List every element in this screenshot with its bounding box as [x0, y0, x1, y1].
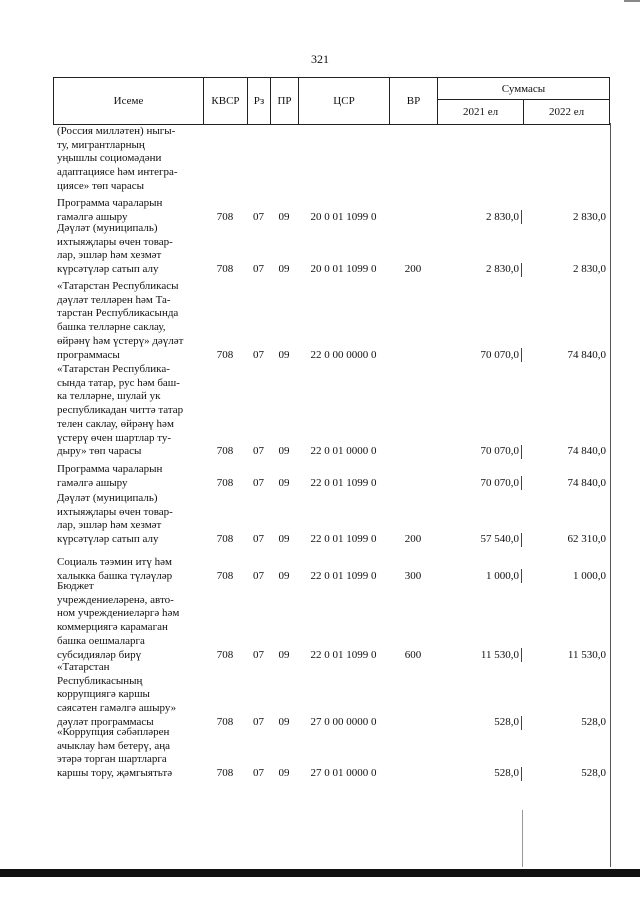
row-name-line: гамəлгə ашыру — [57, 210, 128, 223]
page-bottom-edge — [0, 869, 640, 877]
cell-csr: 22 0 01 1099 0 — [310, 648, 377, 661]
table-row — [53, 363, 610, 459]
cell-rz: 07 — [253, 569, 264, 582]
cell-vr — [389, 767, 437, 781]
cell-csr: 27 0 00 0000 0 — [310, 715, 377, 728]
budget-table — [53, 77, 610, 780]
cell-pr: 09 — [278, 445, 290, 458]
row-name-line: күрсəтүлəр сатып алу — [57, 263, 159, 276]
row-name-line: Дəүлəт (муниципаль) — [57, 222, 158, 234]
cell-csr: 22 0 01 1099 0 — [310, 476, 377, 489]
corner-mark — [624, 0, 640, 2]
cell-rz: 07 — [253, 767, 264, 780]
row-name-line: лар, эшлəр һəм хезмəт — [57, 249, 162, 262]
cell-kvsr: 708 — [216, 533, 234, 546]
row-name-line: өйрəнү һəм үстерү» дəүлəт — [57, 334, 184, 347]
row-name — [57, 125, 203, 194]
cell-sum-2022: 2 830,0 — [573, 263, 606, 276]
cell-sum-2021: 70 070,0 — [480, 445, 519, 458]
cell-sum-2021 — [437, 180, 519, 194]
row-name-line: ном учреждениелəргə һəм — [57, 607, 180, 620]
row-name — [57, 280, 203, 362]
cell-rz: 07 — [253, 445, 264, 458]
page-number: 321 — [311, 52, 329, 66]
row-name — [57, 222, 203, 277]
row-name-line: республикадан читтə татар — [57, 404, 184, 417]
header-name: Исеме — [53, 78, 203, 124]
cell-rz: 07 — [253, 715, 264, 728]
cell-sum-2021: 2 830,0 — [486, 263, 519, 276]
cell-vr — [389, 180, 437, 194]
cell-kvsr: 708 — [216, 210, 234, 223]
row-name-line: «Коррупция сəбəплəрен — [57, 726, 170, 738]
row-name-line: «Татарстан — [57, 661, 110, 673]
cell-kvsr: 708 — [216, 476, 234, 489]
table-row — [53, 580, 610, 662]
row-name-line: каршы тору, җəмгыятьтə — [57, 767, 173, 780]
cell-pr: 09 — [278, 569, 290, 582]
row-name-line: «Татарстан Республика- — [57, 363, 170, 375]
cell-sum-2021: 57 540,0 — [480, 533, 519, 546]
sum-column-tick — [521, 767, 522, 781]
header-pr: ПР — [270, 78, 298, 124]
row-name-line: адаптациясе һəм интегра- — [57, 166, 178, 179]
table-right-border — [610, 123, 611, 867]
header-csr: ЦСР — [298, 78, 389, 124]
cell-csr: 22 0 00 0000 0 — [310, 348, 377, 361]
row-name-line: циясе» төп чарасы — [57, 179, 144, 192]
cell-kvsr: 708 — [216, 767, 234, 780]
cell-sum-2022: 528,0 — [581, 715, 606, 728]
row-name-line: ту, мигрантларның — [57, 138, 145, 151]
table-row — [53, 726, 610, 781]
cell-sum-2022: 1 000,0 — [573, 569, 606, 582]
cell-sum-2021: 528,0 — [494, 715, 519, 728]
row-name — [57, 463, 203, 490]
cell-pr — [270, 180, 298, 194]
row-name-line: дыру» төп чарасы — [57, 445, 142, 458]
cell-sum-2022: 11 530,0 — [567, 648, 606, 661]
table-row — [53, 463, 610, 490]
row-name-line: сəясəтен гамəлгə ашыру» — [57, 702, 177, 715]
cell-sum-2022: 74 840,0 — [567, 445, 606, 458]
row-name-line: тарстан Республикасында — [57, 307, 179, 320]
row-name-line: телен саклау, өйрəнү һəм — [57, 417, 174, 430]
table-header — [53, 77, 610, 125]
cell-vr: 300 — [404, 569, 422, 582]
row-name-line: Программа чараларын — [57, 197, 163, 209]
row-name-line: учреждениелəренə, авто- — [57, 593, 174, 606]
cell-csr: 20 0 01 1099 0 — [310, 263, 377, 276]
header-sums: Суммасы — [437, 78, 610, 100]
row-name-line: күрсəтүлəр сатып алу — [57, 533, 159, 546]
cell-sum-2022 — [523, 180, 606, 194]
cell-sum-2021: 2 830,0 — [486, 210, 519, 223]
cell-csr: 27 0 01 0000 0 — [310, 767, 377, 780]
cell-pr: 09 — [278, 348, 290, 361]
cell-csr: 20 0 01 1099 0 — [310, 210, 377, 223]
cell-sum-2022: 74 840,0 — [567, 476, 606, 489]
row-name-line: гамəлгə ашыру — [57, 476, 128, 489]
header-vr: ВР — [389, 78, 437, 124]
cell-csr — [298, 180, 389, 194]
cell-vr: 200 — [404, 533, 422, 546]
header-rz: Рз — [247, 78, 270, 124]
sum-column-tick — [521, 445, 522, 459]
table-row — [53, 125, 610, 194]
cell-vr — [389, 445, 437, 459]
row-name-line: (Россия миллəтен) ныгы- — [57, 125, 176, 137]
column-divider-fragment — [522, 810, 523, 867]
cell-sum-2021: 1 000,0 — [486, 569, 519, 582]
cell-rz: 07 — [253, 348, 264, 361]
table-row — [53, 197, 610, 224]
cell-kvsr: 708 — [216, 715, 234, 728]
row-name — [57, 197, 203, 224]
row-name-line: башка оешмаларга — [57, 634, 145, 647]
row-name-line: ихтыяҗлары өчен товар- — [57, 235, 173, 248]
cell-sum-2021: 70 070,0 — [480, 476, 519, 489]
row-name-line: Дəүлəт (муниципаль) — [57, 492, 158, 504]
row-name — [57, 661, 203, 730]
row-name — [57, 726, 203, 781]
table-row — [53, 222, 610, 277]
cell-csr: 22 0 01 1099 0 — [310, 569, 377, 582]
cell-sum-2021: 70 070,0 — [480, 348, 519, 361]
cell-sum-2021: 528,0 — [494, 767, 519, 780]
cell-sum-2022: 528,0 — [581, 767, 606, 780]
cell-csr: 22 0 01 0000 0 — [310, 445, 377, 458]
row-name-line: Программа чараларын — [57, 463, 163, 475]
row-name-line: «Татарстан Республикасы — [57, 280, 179, 292]
row-name-line: үстерү өчен шартлар ту- — [57, 431, 172, 444]
row-name — [57, 580, 203, 662]
cell-sum-2021: 11 530,0 — [480, 648, 519, 661]
row-name-line: ачыклау һəм бетерү, аңа — [57, 739, 171, 752]
row-name-line: башка теллəрне саклау, — [57, 321, 166, 334]
header-2022: 2022 ел — [523, 100, 610, 124]
cell-kvsr: 708 — [216, 445, 234, 458]
cell-rz: 07 — [253, 210, 264, 223]
sum-column-tick — [521, 476, 522, 490]
cell-rz — [247, 180, 270, 194]
row-name-line: лар, эшлəр һəм хезмəт — [57, 519, 162, 532]
row-name-line: ка теллəрне, шулай ук — [57, 390, 161, 403]
cell-vr — [389, 477, 437, 491]
cell-rz: 07 — [253, 648, 264, 661]
row-name-line: дəүлəт программасы — [57, 715, 154, 728]
row-name-line: Бюджет — [57, 580, 94, 592]
cell-pr: 09 — [278, 210, 290, 223]
row-name-line: коммерциягə карамаган — [57, 621, 168, 634]
cell-kvsr: 708 — [216, 569, 234, 582]
cell-kvsr — [203, 180, 247, 194]
cell-kvsr: 708 — [216, 348, 234, 361]
cell-pr: 09 — [278, 476, 290, 489]
cell-pr: 09 — [278, 648, 290, 661]
sum-column-tick — [521, 348, 522, 362]
cell-vr — [389, 349, 437, 363]
cell-rz: 07 — [253, 263, 264, 276]
cell-pr: 09 — [278, 533, 290, 546]
row-name-line: коррупциягə каршы — [57, 688, 150, 701]
table-row — [53, 661, 610, 730]
row-name-line: этəрə торган шартларга — [57, 753, 167, 766]
sum-column-tick — [521, 533, 522, 547]
table-row — [53, 280, 610, 362]
cell-sum-2022: 74 840,0 — [567, 348, 606, 361]
row-name-line: Социаль тəэмин итү һəм — [57, 556, 172, 568]
cell-rz: 07 — [253, 476, 264, 489]
cell-pr: 09 — [278, 767, 290, 780]
cell-kvsr: 708 — [216, 263, 234, 276]
row-name-line: халыкка башка түлəүлəр — [57, 569, 173, 582]
cell-vr: 600 — [404, 648, 422, 661]
table-row — [53, 492, 610, 547]
cell-csr: 22 0 01 1099 0 — [310, 533, 377, 546]
row-name-line: Республикасының — [57, 674, 143, 687]
row-name — [57, 492, 203, 547]
cell-pr: 09 — [278, 263, 290, 276]
row-name-line: программасы — [57, 348, 120, 361]
header-kvsr: КВСР — [203, 78, 247, 124]
row-name-line: ихтыяҗлары өчен товар- — [57, 505, 173, 518]
row-name-line: субсидиялəр бирү — [57, 648, 142, 661]
header-2021: 2021 ел — [437, 100, 523, 124]
cell-sum-2022: 2 830,0 — [573, 210, 606, 223]
cell-kvsr: 708 — [216, 648, 234, 661]
cell-sum-2022: 62 310,0 — [567, 533, 606, 546]
row-name — [57, 363, 203, 459]
row-name-line: дəүлəт теллəрен һəм Та- — [57, 293, 171, 306]
row-name-line: сында татар, рус һəм баш- — [57, 376, 180, 389]
cell-vr: 200 — [404, 263, 422, 276]
cell-rz: 07 — [253, 533, 264, 546]
row-name-line: уңышлы социомəдəни — [57, 152, 162, 165]
cell-pr: 09 — [278, 715, 290, 728]
sum-column-tick — [521, 263, 522, 277]
